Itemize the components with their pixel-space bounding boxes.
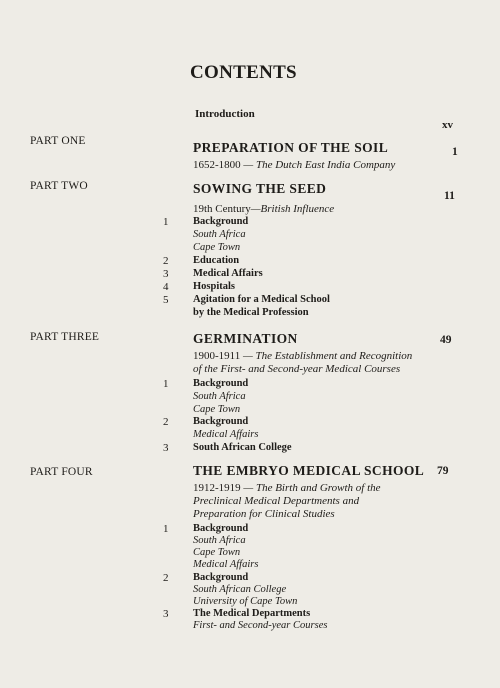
part-two-subtitle — [193, 203, 334, 216]
part-two-page-number: 11 — [444, 190, 455, 202]
section-number: 3 — [163, 442, 169, 454]
section-number: 3 — [163, 608, 169, 620]
section-number: 2 — [163, 255, 169, 267]
section-subheading: South Africa — [193, 391, 246, 402]
section-subheading: South Africa — [193, 229, 246, 240]
section-title: Education — [193, 255, 240, 266]
section-number: 1 — [163, 378, 169, 390]
part-one-title: PREPARATION OF THE SOIL — [193, 140, 389, 155]
section-subheading: Cape Town — [193, 547, 241, 558]
section-title: Background — [193, 416, 249, 427]
section-number: 2 — [163, 416, 169, 428]
part-four-subtitle-line: — The Birth and Growth of the — [243, 482, 381, 494]
part-three-subtitle-continued — [193, 363, 400, 376]
part-two-period: 19th Century — [193, 203, 251, 215]
part-four-page-number: 79 — [437, 465, 449, 477]
part-three-subtitle-line: of the First- and Second-year Medical Courses — [193, 363, 401, 375]
part-one-label: PART ONE — [30, 135, 86, 147]
part-four-title: THE EMBRYO MEDICAL SCHOOL — [193, 463, 425, 478]
section-title: South African College — [193, 442, 292, 453]
part-three-title: GERMINATION — [193, 331, 298, 346]
section-number: 1 — [163, 216, 169, 228]
section-title: Hospitals — [193, 281, 236, 292]
section-title: The Medical Departments — [193, 608, 311, 619]
section-subheading: South African College — [193, 584, 287, 595]
section-subheading: South Africa — [193, 535, 246, 546]
part-three-subtitle-line: — The Establishment and Recognition — [243, 350, 413, 362]
section-title: Background — [193, 572, 249, 583]
section-subheading: Medical Affairs — [193, 559, 259, 570]
part-three-page-number: 49 — [440, 334, 452, 346]
part-four-subtitle-line: Preparation for Clinical Studies — [193, 508, 335, 520]
section-title-continued: by the Medical Profession — [193, 307, 309, 318]
section-subheading: Cape Town — [193, 404, 241, 415]
part-three-period: 1900-1911 — [193, 350, 241, 362]
part-four-subtitle-line: Preclinical Medical Departments and — [193, 495, 360, 507]
section-subheading: Medical Affairs — [193, 429, 259, 440]
section-title: Medical Affairs — [193, 268, 263, 279]
section-title: Background — [193, 523, 249, 534]
section-number: 4 — [163, 281, 169, 293]
section-title: Agitation for a Medical School — [193, 294, 330, 305]
part-four-subtitle-continued — [193, 508, 335, 521]
section-number: 1 — [163, 523, 169, 535]
section-number: 3 — [163, 268, 169, 280]
section-number: 5 — [163, 294, 169, 306]
part-four-subtitle-continued — [193, 495, 359, 508]
section-number: 2 — [163, 572, 169, 584]
part-one-page-number: 1 — [452, 146, 458, 158]
section-subheading: First- and Second-year Courses — [193, 620, 328, 631]
part-two-subtitle-line: —British Influence — [250, 203, 335, 215]
part-three-label: PART THREE — [30, 331, 100, 343]
contents-title: CONTENTS — [190, 62, 297, 83]
part-one-subtitle — [193, 159, 395, 172]
section-subheading: Cape Town — [193, 242, 241, 253]
part-one-period: 1652-1800 — [193, 159, 241, 171]
part-two-title: SOWING THE SEED — [193, 181, 327, 196]
part-four-label: PART FOUR — [30, 466, 93, 478]
introduction-page-number: xv — [442, 119, 453, 131]
section-title: Background — [193, 216, 249, 227]
section-subheading: University of Cape Town — [193, 596, 298, 607]
part-one-subtitle-line: — The Dutch East India Company — [243, 159, 396, 171]
section-title: Background — [193, 378, 249, 389]
introduction-entry: Introduction — [195, 108, 255, 120]
part-four-subtitle — [193, 482, 381, 495]
part-four-period: 1912-1919 — [193, 482, 241, 494]
part-three-subtitle — [193, 350, 412, 363]
part-two-label: PART TWO — [30, 180, 88, 192]
